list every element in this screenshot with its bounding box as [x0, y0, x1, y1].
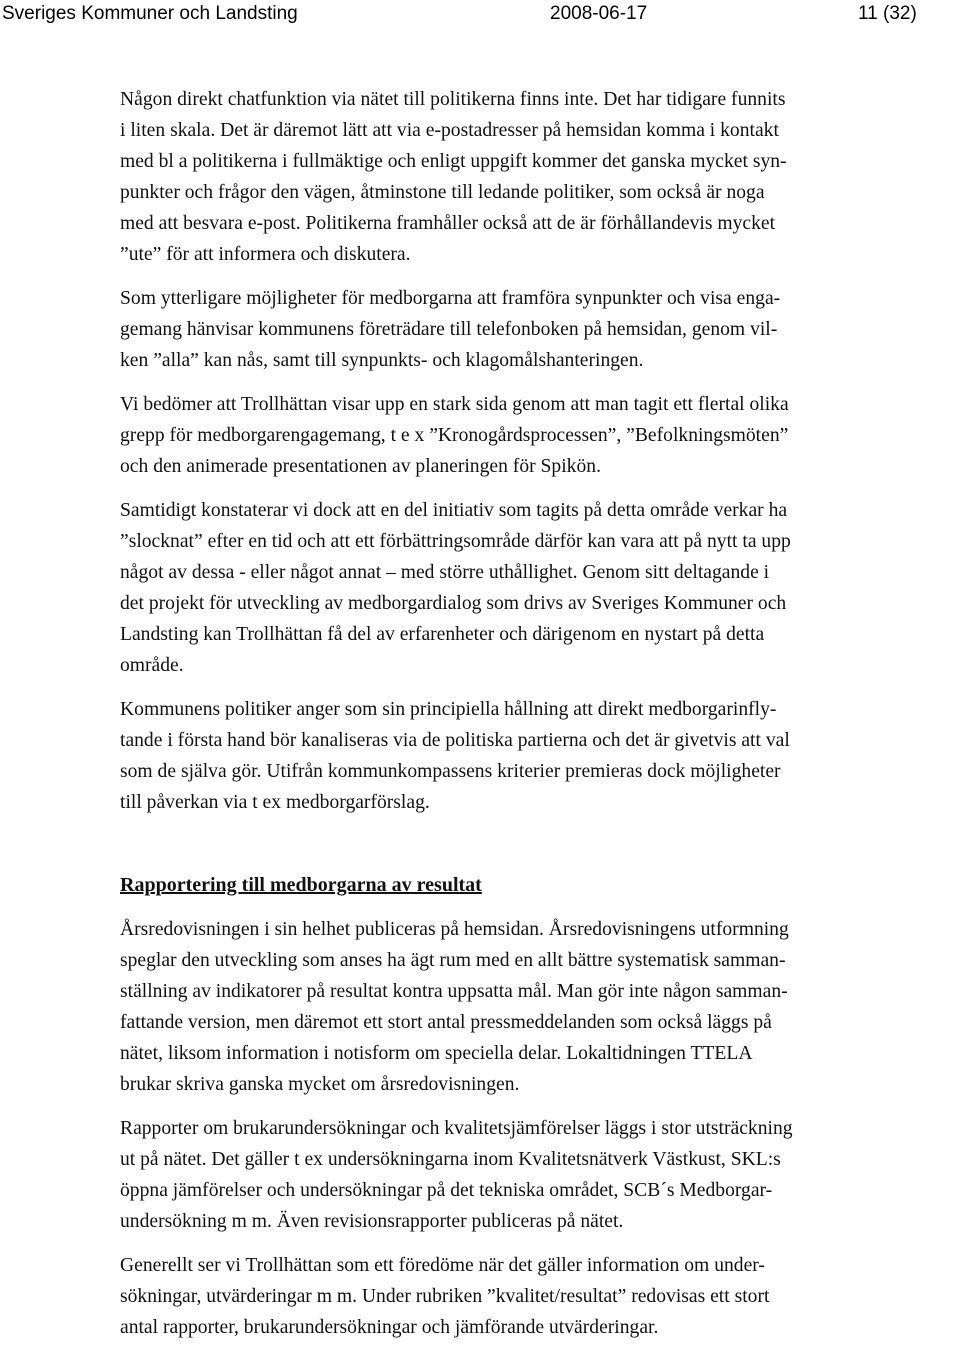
text-line: Landsting kan Trollhättan få del av erfarenheter och därigenom en nystart på detta [120, 624, 765, 645]
text-line: antal rapporter, brukarundersökningar och jämförande utvärderingar. [120, 1317, 659, 1338]
text-line: Årsredovisningen i sin helhet publiceras på hemsidan. Årsredovisningens utformning [120, 919, 789, 940]
text-line: ”ute” för att informera och diskutera. [120, 244, 411, 265]
text-line: undersökning m m. Även revisionsrapporter publiceras på nätet. [120, 1211, 624, 1232]
text-line: Någon direkt chatfunktion via nätet till politikerna finns inte. Det har tidigare funnits [120, 89, 786, 110]
header-page-number: 11 (32) [858, 3, 917, 24]
text-line: Generellt ser vi Trollhättan som ett föredöme när det gäller information om under- [120, 1255, 765, 1276]
paragraph [120, 84, 908, 270]
page-header [0, 0, 960, 30]
text-line: brukar skriva ganska mycket om årsredovisningen. [120, 1074, 520, 1095]
text-line: som de själva gör. Utifrån kommunkompassens kriterier premieras dock möjligheter [120, 761, 781, 782]
text-line: grepp för medborgarengagemang, t e x ”Kronogårdsprocessen”, ”Befolkningsmöten” [120, 425, 789, 446]
text-line: Rapporter om brukarundersökningar och kvalitetsjämförelser läggs i stor utsträckning [120, 1118, 793, 1139]
text-line: Kommunens politiker anger som sin principiella hållning att direkt medborgarinfly- [120, 699, 777, 720]
text-line: ut på nätet. Det gäller t ex undersökningarna inom Kvalitetsnätverk Västkust, SKL:s [120, 1149, 781, 1170]
text-line: sökningar, utvärderingar m m. Under rubriken ”kvalitet/resultat” redovisas ett stort [120, 1286, 770, 1307]
paragraph [120, 495, 908, 681]
text-line: med bl a politikerna i fullmäktige och enligt uppgift kommer det ganska mycket syn- [120, 151, 787, 172]
paragraph [120, 694, 908, 818]
body-paragraphs [120, 84, 908, 818]
paragraph [120, 1250, 908, 1343]
text-line: område. [120, 655, 184, 676]
text-line: Samtidigt konstaterar vi dock att en del initiativ som tagits på detta område verkar ha [120, 500, 788, 521]
text-line: något av dessa - eller något annat – med större uthållighet. Genom sitt deltagande i [120, 562, 770, 583]
paragraph [120, 1113, 908, 1237]
text-line: punkter och frågor den vägen, åtminstone till ledande politiker, som också är noga [120, 182, 765, 203]
section-heading: Rapportering till medborgarna av resultat [120, 874, 482, 896]
paragraph [120, 283, 908, 376]
text-line: i liten skala. Det är däremot lätt att via e-postadresser på hemsidan komma i kontakt [120, 120, 779, 141]
paragraph [120, 389, 908, 482]
header-date: 2008-06-17 [550, 3, 648, 24]
document-body [120, 84, 908, 1356]
text-line: nätet, liksom information i notisform om speciella delar. Lokaltidningen TTELA [120, 1043, 753, 1064]
text-line: ställning av indikatorer på resultat kontra uppsatta mål. Man gör inte någon samman- [120, 981, 788, 1002]
text-line: Vi bedömer att Trollhättan visar upp en stark sida genom att man tagit ett flertal olika [120, 394, 789, 415]
header-organization: Sveriges Kommuner och Landsting [2, 3, 298, 24]
text-line: och den animerade presentationen av planeringen för Spikön. [120, 456, 601, 477]
paragraph [120, 914, 908, 1100]
text-line: gemang hänvisar kommunens företrädare till telefonboken på hemsidan, genom vil- [120, 319, 778, 340]
text-line: ken ”alla” kan nås, samt till synpunkts- och klagomålshanteringen. [120, 350, 644, 371]
text-line: speglar den utveckling som anses ha ägt rum med en allt bättre systematisk samman- [120, 950, 786, 971]
text-line: öppna jämförelser och undersökningar på det tekniska området, SCB´s Medborgar- [120, 1180, 773, 1201]
text-line: ”slocknat” efter en tid och att ett förbättringsområde därför kan vara att på nytt ta upp [120, 531, 791, 552]
text-line: det projekt för utveckling av medborgardialog som drivs av Sveriges Kommuner och [120, 593, 787, 614]
text-line: Som ytterligare möjligheter för medborgarna att framföra synpunkter och visa enga- [120, 288, 781, 309]
text-line: till påverkan via t ex medborgarförslag. [120, 792, 430, 813]
section-paragraphs [120, 914, 908, 1343]
text-line: fattande version, men däremot ett stort antal pressmeddelanden som också läggs på [120, 1012, 772, 1033]
text-line: med att besvara e-post. Politikerna framhåller också att de är förhållandevis mycket [120, 213, 776, 234]
text-line: tande i första hand bör kanaliseras via de politiska partierna och det är givetvis att val [120, 730, 790, 751]
